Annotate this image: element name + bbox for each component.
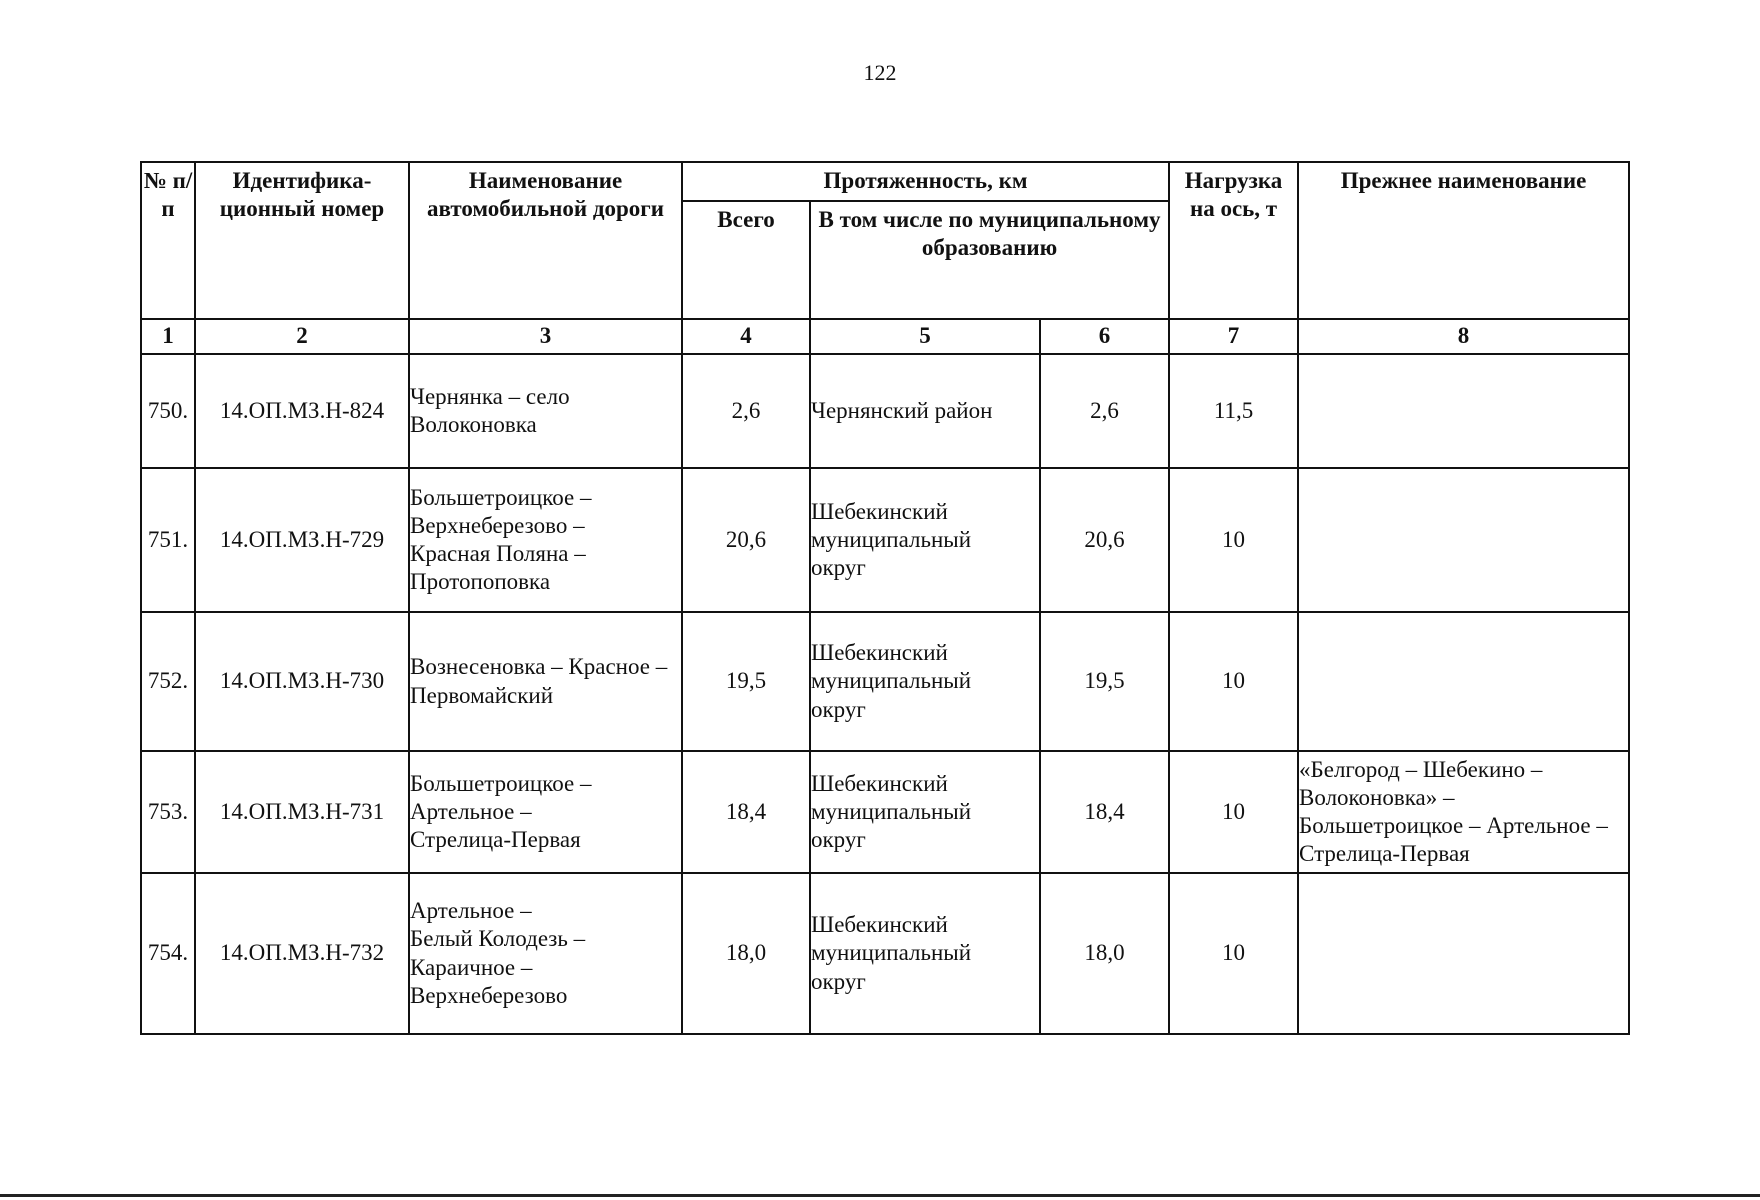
length-municipal: 19,5 — [1040, 612, 1169, 751]
road-name-line: Верхнеберезово – — [410, 512, 585, 538]
axle-load: 11,5 — [1169, 354, 1298, 468]
previous-name-line: Волоконовка» – — [1299, 784, 1455, 810]
road-name-line: Большетроицкое – — [410, 770, 592, 796]
column-number: 1 — [141, 319, 195, 354]
scan-edge-line — [0, 1194, 1760, 1197]
length-total: 19,5 — [682, 612, 810, 751]
header-previous-name: Прежнее наименование — [1298, 162, 1629, 319]
header-num: № п/п — [141, 162, 195, 319]
column-number-row — [141, 319, 1629, 354]
road-name-line: Первомайский — [410, 682, 553, 708]
previous-name-line: Стрелица-Первая — [1299, 841, 1470, 867]
road-name-line: Артельное – — [410, 798, 532, 824]
road-id: 14.ОП.МЗ.Н-824 — [195, 354, 409, 468]
table-row — [141, 612, 1629, 751]
column-number: 3 — [409, 319, 682, 354]
row-number: 753. — [141, 751, 195, 873]
municipality-line: Чернянский район — [811, 397, 993, 423]
municipality-line: Шебекинский — [811, 912, 948, 938]
axle-load: 10 — [1169, 612, 1298, 751]
length-municipal: 20,6 — [1040, 468, 1169, 612]
column-number: 5 — [810, 319, 1040, 354]
road-id: 14.ОП.МЗ.Н-732 — [195, 873, 409, 1034]
road-name-line: Артельное – — [410, 898, 532, 924]
road-id: 14.ОП.МЗ.Н-729 — [195, 468, 409, 612]
length-total: 2,6 — [682, 354, 810, 468]
municipality-line: округ — [811, 555, 866, 581]
road-name-line: Стрелица-Первая — [410, 827, 581, 853]
length-total: 18,0 — [682, 873, 810, 1034]
road-name-line: Караичное – — [410, 954, 533, 980]
road-id: 14.ОП.МЗ.Н-730 — [195, 612, 409, 751]
column-number: 7 — [1169, 319, 1298, 354]
header-length: Протяженность, км — [682, 162, 1169, 201]
column-number: 8 — [1298, 319, 1629, 354]
column-number: 6 — [1040, 319, 1169, 354]
previous-name-line: Большетроицкое – Артельное – — [1299, 813, 1608, 838]
previous-name — [1298, 751, 1629, 873]
table-body — [141, 354, 1629, 1034]
previous-name — [1298, 468, 1629, 612]
row-number: 750. — [141, 354, 195, 468]
table-row — [141, 468, 1629, 612]
municipality-line: муниципальный — [811, 526, 972, 552]
road-name — [409, 468, 682, 612]
table-row — [141, 751, 1629, 873]
header-id: Идентифика-ционный номер — [195, 162, 409, 319]
previous-name — [1298, 873, 1629, 1034]
table-header — [141, 162, 1629, 354]
column-number: 2 — [195, 319, 409, 354]
road-name-line: Протопоповка — [410, 569, 551, 595]
municipality-line: округ — [811, 827, 866, 853]
road-name — [409, 354, 682, 468]
road-name-line: Верхнеберезово — [410, 982, 568, 1008]
row-number: 754. — [141, 873, 195, 1034]
municipality-line: Шебекинский — [811, 770, 948, 796]
road-name — [409, 612, 682, 751]
municipality-line: муниципальный — [811, 940, 972, 966]
header-municipal: В том числе по муниципальному образованию — [810, 201, 1169, 319]
header-axle-load: Нагрузка на ось, т — [1169, 162, 1298, 319]
length-total: 18,4 — [682, 751, 810, 873]
previous-name — [1298, 612, 1629, 751]
row-number: 751. — [141, 468, 195, 612]
municipality-line: округ — [811, 968, 866, 994]
previous-name-line: «Белгород – Шебекино – — [1299, 756, 1543, 782]
municipality-name — [810, 751, 1040, 873]
municipality-line: Шебекинский — [811, 640, 948, 666]
municipality-name — [810, 354, 1040, 468]
road-name-line: Волоконовка — [410, 412, 537, 437]
road-id: 14.ОП.МЗ.Н-731 — [195, 751, 409, 873]
municipality-line: округ — [811, 696, 866, 722]
road-name-line: Красная Поляна – — [410, 541, 586, 566]
municipality-name — [810, 612, 1040, 751]
road-name — [409, 873, 682, 1034]
municipality-name — [810, 468, 1040, 612]
road-name — [409, 751, 682, 873]
axle-load: 10 — [1169, 873, 1298, 1034]
municipality-line: муниципальный — [811, 668, 972, 694]
roads-table — [140, 161, 1630, 1035]
road-name-line: Чернянка – село — [410, 383, 570, 409]
row-number: 752. — [141, 612, 195, 751]
municipality-name — [810, 873, 1040, 1034]
municipality-line: муниципальный — [811, 798, 972, 824]
table-row — [141, 354, 1629, 468]
municipality-line: Шебекинский — [811, 498, 948, 524]
length-municipal: 2,6 — [1040, 354, 1169, 468]
axle-load: 10 — [1169, 468, 1298, 612]
road-name-line: Вознесеновка – Красное – — [410, 654, 668, 680]
table-row — [141, 873, 1629, 1034]
length-municipal: 18,4 — [1040, 751, 1169, 873]
length-municipal: 18,0 — [1040, 873, 1169, 1034]
previous-name — [1298, 354, 1629, 468]
column-number: 4 — [682, 319, 810, 354]
road-name-line: Белый Колодезь – — [410, 926, 586, 952]
header-total: Всего — [682, 201, 810, 319]
length-total: 20,6 — [682, 468, 810, 612]
axle-load: 10 — [1169, 751, 1298, 873]
road-name-line: Большетроицкое – — [410, 484, 592, 510]
header-road-name: Наименование автомобильной дороги — [409, 162, 682, 319]
page-number: 122 — [863, 60, 897, 85]
